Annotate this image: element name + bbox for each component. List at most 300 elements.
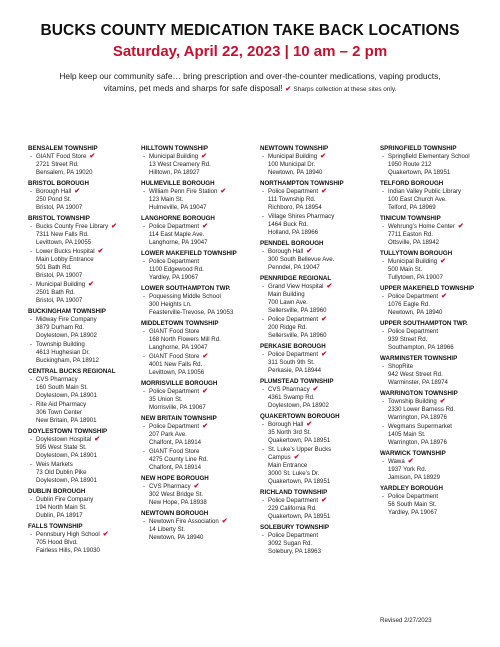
location-line-text: 73 Old Dublin Pike	[36, 469, 87, 476]
location-entry	[28, 223, 141, 247]
municipality-group	[260, 343, 378, 375]
location-line-text: Quakertown, PA 18951	[268, 513, 331, 520]
municipality-title: PENNDEL BOROUGH	[260, 240, 324, 247]
location-line-text: Newtown, PA 18940	[268, 169, 323, 176]
location-address-line	[149, 456, 259, 464]
location-line-text: 35 North 3rd St.	[268, 429, 312, 436]
location-address-line	[388, 379, 492, 387]
location-line-text: Hulmeville, PA 19047	[149, 204, 207, 211]
location-line-text: Police Department	[268, 351, 319, 358]
location-line-text: 4361 Swamp Rd.	[268, 394, 315, 401]
location-line-text: 100 East Church Ave.	[388, 196, 447, 203]
location-line-text: Municipal Building	[36, 281, 86, 288]
location-line-text: 160 South Main St.	[36, 384, 88, 391]
location-address-line	[268, 332, 378, 340]
location-address-line	[36, 477, 141, 485]
municipality-title: LOWER SOUTHAMPTON TWP.	[141, 285, 231, 292]
municipality-group	[380, 450, 492, 482]
municipality-title: UPPER MAKEFIELD TOWNSHIP	[380, 285, 475, 292]
location-entry	[141, 518, 259, 542]
location-address-line	[388, 501, 492, 509]
location-line-text: 4001 New Falls Rd.	[149, 361, 203, 368]
sharps-check-icon: ✔	[221, 518, 228, 525]
location-name	[36, 248, 141, 256]
location-address-line	[268, 478, 378, 486]
sharps-check-icon: ✔	[74, 188, 81, 195]
municipality-group	[141, 380, 259, 412]
location-line-text: Borough Hall	[268, 248, 304, 255]
municipality-group	[28, 180, 141, 212]
locations-column-1	[28, 145, 141, 558]
location-line-text: CVS Pharmacy	[149, 483, 191, 490]
location-address-line	[149, 439, 259, 447]
location-name	[268, 153, 378, 161]
location-line-text: Quakertown, PA 18951	[388, 169, 451, 176]
location-line-text: Township Building	[36, 341, 85, 348]
location-line-text: Chalfont, PA 18914	[149, 464, 202, 471]
location-line-text: Doylestown, PA 18902	[36, 332, 97, 339]
municipality-group	[141, 145, 259, 177]
location-name	[149, 518, 259, 526]
location-address-line	[36, 512, 141, 520]
location-line-text: 250 Pond St.	[36, 196, 72, 203]
location-line-text: 1100 Edgewood Rd.	[149, 266, 204, 273]
location-line-text: 2721 Street Rd.	[36, 161, 79, 168]
location-line-text: Bucks County Free Library	[36, 223, 109, 230]
location-name	[36, 436, 141, 444]
location-address-line	[388, 474, 492, 482]
municipality-title: MORRISVILLE BOROUGH	[141, 380, 218, 387]
location-line-text: Poquessing Middle School	[149, 293, 221, 300]
location-line-text: Holland, PA 18966	[268, 229, 319, 236]
location-address-line	[36, 469, 141, 477]
location-address-line	[36, 349, 141, 357]
location-entry	[380, 223, 492, 247]
location-name	[268, 446, 378, 454]
location-name	[149, 423, 259, 431]
location-name	[36, 496, 141, 504]
location-entry	[28, 153, 141, 177]
location-line-text: Dublin, PA 18917	[36, 512, 83, 519]
location-address-line	[149, 239, 259, 247]
location-address-line	[388, 196, 492, 204]
sharps-check-icon: ✔	[88, 281, 94, 288]
location-entry	[380, 153, 492, 177]
municipality-title: FALLS TOWNSHIP	[28, 523, 83, 530]
location-line-text: GIANT Food Store	[149, 328, 200, 335]
location-line-text: Solebury, PA 18963	[268, 548, 321, 555]
municipality-title: NEW BRITAIN TOWNSHIP	[141, 415, 217, 422]
location-name	[36, 341, 141, 349]
municipality-group	[141, 415, 259, 472]
location-address-line	[36, 289, 141, 297]
location-name	[149, 328, 259, 336]
location-address-line	[149, 499, 259, 507]
municipality-title: WARRINGTON TOWNSHIP	[380, 390, 458, 397]
location-line-text: Sellersville, PA 18960	[268, 307, 327, 314]
location-address-line	[268, 299, 378, 307]
location-address-line	[268, 454, 378, 462]
municipality-group	[141, 215, 259, 247]
location-line-text: Warrington, PA 18976	[388, 414, 447, 421]
municipality-group	[141, 250, 259, 282]
sharps-check-icon: ✔	[321, 316, 328, 323]
municipality-group	[380, 320, 492, 352]
location-name	[149, 223, 259, 231]
location-name	[149, 293, 259, 301]
municipality-title: UPPER SOUTHAMPTON TWP.	[380, 320, 468, 327]
sharps-check-icon: ✔	[202, 388, 209, 395]
location-address-line	[268, 470, 378, 478]
location-line-text: 2501 Bath Rd.	[36, 289, 75, 296]
location-name	[36, 316, 141, 324]
location-address-line	[36, 169, 141, 177]
municipality-title: BENSALEM TOWNSHIP	[28, 145, 98, 152]
location-line-text: Levittown, PA 19056	[149, 369, 205, 376]
municipality-title: HILLTOWN TOWNSHIP	[141, 145, 209, 152]
municipality-group	[260, 240, 378, 272]
location-address-line	[36, 324, 141, 332]
location-name	[149, 483, 259, 491]
location-address-line	[268, 540, 378, 548]
location-name	[149, 258, 259, 266]
municipality-title: PLUMSTEAD TOWNSHIP	[260, 378, 334, 385]
location-line-text: Wawa	[388, 458, 405, 465]
location-address-line	[268, 264, 378, 272]
location-line-text: 4275 County Line Rd.	[149, 456, 208, 463]
location-line-text: Newtown, PA 18940	[149, 534, 204, 541]
location-line-text: Rite Aid Pharmacy	[36, 401, 87, 408]
location-entry	[380, 398, 492, 422]
location-address-line	[36, 409, 141, 417]
location-name	[388, 293, 492, 301]
municipality-title: RICHLAND TOWNSHIP	[260, 489, 328, 496]
location-entry	[141, 153, 259, 177]
municipality-title: NORTHAMPTON TOWNSHIP	[260, 180, 344, 187]
municipality-group	[380, 355, 492, 387]
location-line-text: 942 West Street Rd.	[388, 371, 443, 378]
location-line-text: Doylestown, PA 18901	[36, 477, 97, 484]
location-name	[36, 401, 141, 409]
sharps-check-icon: ✔	[202, 423, 209, 430]
location-address-line	[268, 367, 378, 375]
location-line-text: Police Department	[268, 188, 319, 195]
municipality-title: TULLYTOWN BOROUGH	[380, 250, 453, 257]
location-address-line	[388, 406, 492, 414]
location-name	[388, 493, 492, 501]
location-address-line	[268, 307, 378, 315]
location-line-text: Pennsbury High School	[36, 531, 100, 538]
location-line-text: Perkasie, PA 18944	[268, 367, 322, 374]
municipality-title: PENNRIDGE REGIONAL	[260, 275, 332, 282]
location-address-line	[388, 274, 492, 282]
locations-column-2	[141, 145, 259, 545]
location-name	[36, 281, 141, 289]
location-address-line	[388, 161, 492, 169]
location-line-text: CVS Pharmacy	[268, 386, 310, 393]
location-address-line	[149, 431, 259, 439]
location-entry	[260, 421, 378, 445]
intro-line-1: Help keep our community safe… bring prescription and over-the-counter medications, vaping products,	[59, 71, 441, 81]
location-line-text: 111 Township Rd.	[268, 196, 316, 203]
municipality-title: DOYLESTOWN TOWNSHIP	[28, 428, 108, 435]
location-address-line	[149, 404, 259, 412]
location-line-text: Fairless Hills, PA 19030	[36, 547, 100, 554]
location-name	[388, 188, 492, 196]
location-address-line	[149, 266, 259, 274]
location-address-line	[268, 196, 378, 204]
location-line-text: Levittown, PA 19055	[36, 239, 92, 246]
location-line-text: 14 Liberty St.	[149, 526, 185, 533]
location-address-line	[268, 505, 378, 513]
location-line-text: Doylestown Hospital	[36, 436, 92, 443]
location-address-line	[388, 301, 492, 309]
sharps-check-icon: ✔	[407, 458, 414, 465]
location-line-text: Main Lobby Entrance	[36, 256, 94, 263]
location-entry	[260, 316, 378, 340]
locations-column-3	[260, 145, 378, 559]
sharps-check-icon: ✔	[457, 223, 464, 230]
event-date-time: Saturday, April 22, 2023 | 10 am – 2 pm	[112, 43, 388, 60]
location-address-line	[36, 392, 141, 400]
location-name	[388, 153, 492, 161]
location-address-line	[149, 231, 259, 239]
location-entry	[28, 401, 141, 425]
location-address-line	[149, 344, 259, 352]
location-name	[268, 188, 378, 196]
municipality-group	[260, 275, 378, 340]
location-entry	[380, 458, 492, 482]
location-address-line	[36, 547, 141, 555]
municipality-group	[28, 428, 141, 485]
location-line-text: Police Department	[149, 223, 200, 230]
location-address-line	[36, 256, 141, 264]
location-name	[36, 188, 141, 196]
location-address-line	[388, 204, 492, 212]
sharps-check-icon: ✔	[321, 351, 328, 358]
location-line-text: Bristol, PA 19007	[36, 204, 83, 211]
municipality-group	[380, 215, 492, 247]
location-line-text: Municipal Building	[268, 153, 318, 160]
location-name	[36, 153, 141, 161]
location-line-text: 700 Lawn Ave.	[268, 299, 308, 306]
location-name	[388, 258, 492, 266]
location-line-text: Police Department	[388, 493, 439, 500]
location-line-text: 35 Union St.	[149, 396, 183, 403]
location-line-text: 7711 Easton Rd.	[388, 231, 433, 238]
municipality-title: DUBLIN BOROUGH	[28, 488, 86, 495]
sharps-check-icon: ✔	[321, 188, 328, 195]
location-entry	[141, 328, 259, 352]
sharps-note: Sharps collection at these sites only.	[293, 86, 397, 93]
location-name	[149, 388, 259, 396]
location-line-text: Campus	[268, 454, 291, 461]
intro-line-2	[30, 82, 470, 96]
location-name	[149, 448, 259, 456]
location-address-line	[36, 272, 141, 280]
municipality-title: BRISTOL TOWNSHIP	[28, 215, 90, 222]
municipality-title: HULMEVILLE BOROUGH	[141, 180, 215, 187]
location-line-text: Warrington, PA 18976	[388, 439, 447, 446]
location-address-line	[36, 264, 141, 272]
location-line-text: Police Department	[388, 328, 439, 335]
location-line-text: 4613 Hughesian Dr.	[36, 349, 90, 356]
location-name	[388, 458, 492, 466]
location-name	[388, 363, 492, 371]
location-line-text: Jamison, PA 18929	[388, 474, 441, 481]
location-line-text: Bristol, PA 19007	[36, 297, 83, 304]
location-line-text: 300 Heights Ln.	[149, 301, 192, 308]
location-line-text: 123 Main St.	[149, 196, 184, 203]
revised-date: Revised 2/27/2023	[380, 617, 432, 624]
location-name	[36, 461, 141, 469]
municipality-group	[28, 523, 141, 555]
location-entry	[28, 248, 141, 280]
location-entry	[141, 448, 259, 472]
location-entry	[141, 353, 259, 377]
location-line-text: Langhorne, PA 19047	[149, 239, 208, 246]
location-line-text: Chalfont, PA 18914	[149, 439, 202, 446]
location-entry	[260, 283, 378, 315]
location-line-text: Borough Hall	[268, 421, 304, 428]
location-line-text: 1464 Buck Rd.	[268, 221, 308, 228]
location-name	[149, 153, 259, 161]
location-line-text: Police Department	[149, 258, 200, 265]
municipality-title: NEWTOWN BOROUGH	[141, 510, 209, 517]
municipality-title: SPRINGFIELD TOWNSHIP	[380, 145, 457, 152]
location-address-line	[36, 357, 141, 365]
location-line-text: Yardley, PA 19067	[388, 509, 438, 516]
location-line-text: Ottsville, PA 18942	[388, 239, 440, 246]
location-line-text: Yardley, PA 19067	[149, 274, 199, 281]
municipality-group	[380, 390, 492, 447]
municipality-title: BUCKINGHAM TOWNSHIP	[28, 308, 106, 315]
municipality-group	[28, 308, 141, 365]
location-line-text: 229 California Rd.	[268, 505, 317, 512]
location-address-line	[36, 161, 141, 169]
location-line-text: 501 Bath Rd.	[36, 264, 72, 271]
location-line-text: 207 Park Ave.	[149, 431, 187, 438]
location-name	[268, 497, 378, 505]
municipality-group	[28, 368, 141, 425]
location-entry	[260, 497, 378, 521]
municipality-title: NEW HOPE BOROUGH	[141, 475, 209, 482]
municipality-group	[141, 320, 259, 377]
location-address-line	[36, 417, 141, 425]
location-address-line	[268, 229, 378, 237]
municipality-title: SOLEBURY TOWNSHIP	[260, 524, 329, 531]
location-entry	[28, 376, 141, 400]
location-entry	[28, 531, 141, 555]
location-name	[268, 532, 378, 540]
location-line-text: Doylestown, PA 18901	[36, 392, 97, 399]
municipality-title: TELFORD BOROUGH	[380, 180, 444, 187]
location-address-line	[36, 504, 141, 512]
location-address-line	[268, 429, 378, 437]
municipality-title: QUAKERTOWN BOROUGH	[260, 413, 340, 420]
location-line-text: GIANT Food Store	[149, 353, 200, 360]
municipality-title: NEWTOWN TOWNSHIP	[260, 145, 329, 152]
location-address-line	[268, 221, 378, 229]
location-line-text: 1937 York Rd.	[388, 466, 427, 473]
municipality-group	[260, 489, 378, 521]
location-line-text: 1950 Route 212	[388, 161, 432, 168]
municipality-title: WARWICK TOWNSHIP	[380, 450, 446, 457]
location-line-text: 3879 Durham Rd.	[36, 324, 85, 331]
municipality-group	[28, 145, 141, 177]
location-name	[36, 531, 141, 539]
location-address-line	[149, 464, 259, 472]
location-line-text: Feasterville-Trevose, PA 19053	[149, 309, 234, 316]
location-entry	[260, 248, 378, 272]
location-address-line	[149, 491, 259, 499]
location-name	[149, 188, 259, 196]
location-entry	[28, 461, 141, 485]
municipality-title: BRISTOL BOROUGH	[28, 180, 89, 187]
location-address-line	[149, 534, 259, 542]
location-address-line	[268, 437, 378, 445]
location-line-text: ShopRite	[388, 363, 414, 370]
locations-column-4	[380, 145, 492, 520]
municipality-group	[141, 180, 259, 212]
location-address-line	[36, 297, 141, 305]
municipality-title: CENTRAL BUCKS REGIONAL	[28, 368, 116, 375]
location-entry	[28, 188, 141, 212]
sharps-check-icon: ✔	[102, 531, 109, 538]
location-line-text: Tullytown, PA 19007	[388, 274, 443, 281]
municipality-title: LOWER MAKEFIELD TOWNSHIP	[141, 250, 237, 257]
location-entry	[141, 423, 259, 447]
sharps-check-icon: ✔	[201, 153, 207, 160]
municipality-title: MIDDLETOWN TOWNSHIP	[141, 320, 219, 327]
location-address-line	[36, 444, 141, 452]
location-line-text: William Penn Fire Station	[149, 188, 218, 195]
location-name	[268, 316, 378, 324]
location-line-text: Grand View Hospital	[268, 283, 324, 290]
location-name	[268, 386, 378, 394]
municipality-title: PERKASIE BOROUGH	[260, 343, 326, 350]
location-entry	[28, 341, 141, 365]
location-address-line	[149, 301, 259, 309]
location-line-text: Lower Bucks Hospital	[36, 248, 95, 255]
location-name	[388, 423, 492, 431]
location-address-line	[388, 309, 492, 317]
location-address-line	[388, 231, 492, 239]
location-address-line	[36, 239, 141, 247]
location-line-text: 56 South Main St.	[388, 501, 437, 508]
location-line-text: Borough Hall	[36, 188, 72, 195]
sharps-check-icon: ✔	[97, 248, 104, 255]
location-address-line	[149, 196, 259, 204]
location-address-line	[268, 324, 378, 332]
location-entry	[380, 188, 492, 212]
sharps-check-icon: ✔	[312, 386, 319, 393]
location-address-line	[388, 414, 492, 422]
sharps-check-icon: ✔	[441, 293, 448, 300]
page-title: BUCKS COUNTY MEDICATION TAKE BACK LOCATIONS	[40, 22, 460, 39]
location-name	[268, 248, 378, 256]
municipality-group	[141, 285, 259, 317]
location-line-text: Southampton, PA 18966	[388, 344, 454, 351]
sharps-check-icon: ✔	[220, 188, 227, 195]
location-line-text: Morrisville, PA 19067	[149, 404, 206, 411]
location-address-line	[149, 361, 259, 369]
location-entry	[380, 258, 492, 282]
location-entry	[28, 316, 141, 340]
location-entry	[141, 258, 259, 282]
location-line-text: Sellersville, PA 18960	[268, 332, 327, 339]
location-name	[388, 223, 492, 231]
